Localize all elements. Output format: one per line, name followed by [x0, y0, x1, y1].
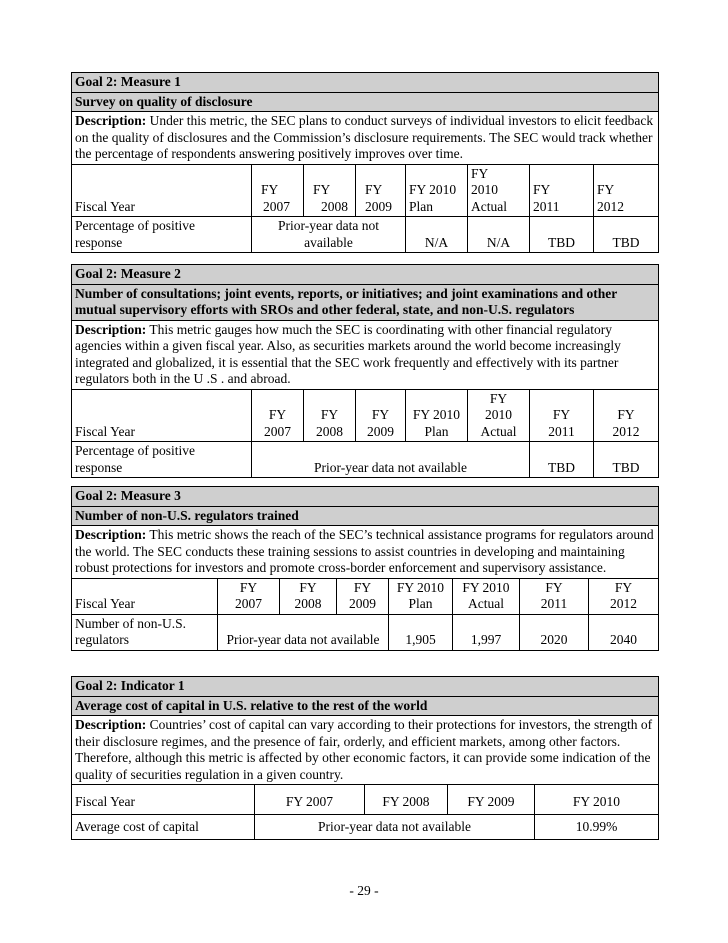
goal-label: Goal 2: Indicator 1: [72, 677, 659, 697]
value-fy2011: TBD: [530, 217, 594, 253]
data-row: [72, 814, 659, 840]
prior-year-note: Prior-year data not available: [252, 217, 406, 253]
header-row: [72, 164, 659, 217]
header-fy2009: FY 2009: [448, 785, 535, 815]
row-label: Percentage of positive response: [72, 442, 252, 478]
value-fy2012: TBD: [594, 217, 659, 253]
measure-title: Number of non-U.S. regulators trained: [72, 506, 659, 526]
page-number: - 29 -: [349, 883, 379, 898]
fiscal-year-label: Fiscal Year: [72, 578, 218, 614]
fiscal-year-label: Fiscal Year: [72, 389, 252, 442]
header-fy2008: FY 2008: [304, 164, 356, 217]
header-fy2011: FY 2011: [530, 389, 594, 442]
header-fy2010-actual: FY 2010 Actual: [453, 578, 520, 614]
fiscal-year-label: Fiscal Year: [72, 785, 255, 815]
prior-year-note: Prior-year data not available: [218, 614, 389, 650]
goal-label: Goal 2: Measure 3: [72, 487, 659, 507]
header-row: [72, 578, 659, 614]
description-label: Description:: [75, 321, 147, 337]
header-fy2010-actual: FY 2010 Actual: [468, 389, 530, 442]
value-fy2010-plan: 1,905: [389, 614, 453, 650]
header-fy2008: FY 2008: [280, 578, 337, 614]
header-fy2010-plan: FY 2010 Plan: [389, 578, 453, 614]
prior-year-note: Prior-year data not available: [252, 442, 530, 478]
header-fy2012: FY 2012: [589, 578, 659, 614]
header-fy2008: FY 2008: [365, 785, 448, 815]
measure-description: [72, 526, 659, 579]
header-fy2009: FY 2009: [356, 164, 406, 217]
description-text: Under this metric, the SEC plans to conduct surveys of individual investors to elicit feedback on the quality of disclosures and the Commission’s disclosure requirements. The SEC would track whether the percentage of respondents answering positively improves over time.: [75, 113, 654, 161]
measure-2-table: [71, 264, 659, 478]
description-text: Countries’ cost of capital can vary according to their protections for investors, the strength of their disclosure regimes, and the presence of fair, orderly, and efficient markets, among other factors. Therefore, although this metric is affected by other economic factors, it can provide some indication of the quality of securities regulation in a given country.: [75, 717, 653, 782]
data-row: [72, 442, 659, 478]
value-fy2011: TBD: [530, 442, 594, 478]
measure-3-table: [71, 486, 659, 651]
measure-1-table: [71, 72, 659, 253]
description-label: Description:: [75, 717, 147, 732]
header-fy2010-actual: FY 2010 Actual: [468, 164, 530, 217]
row-label: Average cost of capital: [72, 814, 255, 840]
indicator-description: [72, 716, 659, 785]
prior-year-note: Prior-year data not available: [255, 814, 535, 840]
header-fy2007: FY 2007: [252, 164, 304, 217]
description-text: This metric gauges how much the SEC is coordinating with other financial regulatory agencies within a given fiscal year. Also, as securities markets around the world become increasingly integrated and globalized, it is essential that the SEC work frequently and effectively with its partner regulators both in the U .S . and abroad.: [75, 321, 621, 386]
value-fy2012: TBD: [594, 442, 659, 478]
measure-description: [72, 112, 659, 165]
header-fy2012: FY 2012: [594, 389, 659, 442]
fiscal-year-label: Fiscal Year: [72, 164, 252, 217]
measure-title: Number of consultations; joint events, reports, or initiatives; and joint examinations and other mutual supervisory efforts with SROs and other federal, state, and non-U.S. regulators: [72, 284, 659, 320]
data-row: [72, 614, 659, 650]
value-fy2010-plan: N/A: [406, 217, 468, 253]
indicator-title: Average cost of capital in U.S. relative to the rest of the world: [72, 696, 659, 716]
value-fy2010-actual: N/A: [468, 217, 530, 253]
value-fy2010-actual: 1,997: [453, 614, 520, 650]
value-fy2012: 2040: [589, 614, 659, 650]
header-fy2012: FY 2012: [594, 164, 659, 217]
header-fy2008: FY 2008: [304, 389, 356, 442]
goal-label: Goal 2: Measure 1: [72, 73, 659, 93]
header-fy2009: FY 2009: [337, 578, 389, 614]
header-fy2011: FY 2011: [520, 578, 589, 614]
header-fy2010-plan: FY 2010 Plan: [406, 164, 468, 217]
row-label: Percentage of positive response: [72, 217, 252, 253]
header-fy2007: FY 2007: [255, 785, 365, 815]
header-fy2007: FY 2007: [218, 578, 280, 614]
header-row: [72, 389, 659, 442]
description-text: This metric shows the reach of the SEC’s technical assistance programs for regulators around the world. The SEC conducts these training sessions to assist countries in developing and maintaining robust protections for investors and promote cross-border enforcement and supervisory assistance.: [75, 527, 654, 575]
value-fy2011: 2020: [520, 614, 589, 650]
header-fy2011: FY 2011: [530, 164, 594, 217]
row-label: Number of non-U.S. regulators: [72, 614, 218, 650]
header-fy2007: FY 2007: [252, 389, 304, 442]
header-fy2010-plan: FY 2010 Plan: [406, 389, 468, 442]
header-fy2010: FY 2010: [535, 785, 659, 815]
header-row: [72, 785, 659, 815]
description-label: Description:: [75, 113, 147, 128]
value-fy2010: 10.99%: [535, 814, 659, 840]
measure-description: [72, 320, 659, 389]
description-label: Description:: [75, 527, 147, 542]
header-fy2009: FY 2009: [356, 389, 406, 442]
goal-label: Goal 2: Measure 2: [72, 265, 659, 285]
measure-title: Survey on quality of disclosure: [72, 92, 659, 112]
data-row: [72, 217, 659, 253]
indicator-1-table: [71, 676, 659, 840]
